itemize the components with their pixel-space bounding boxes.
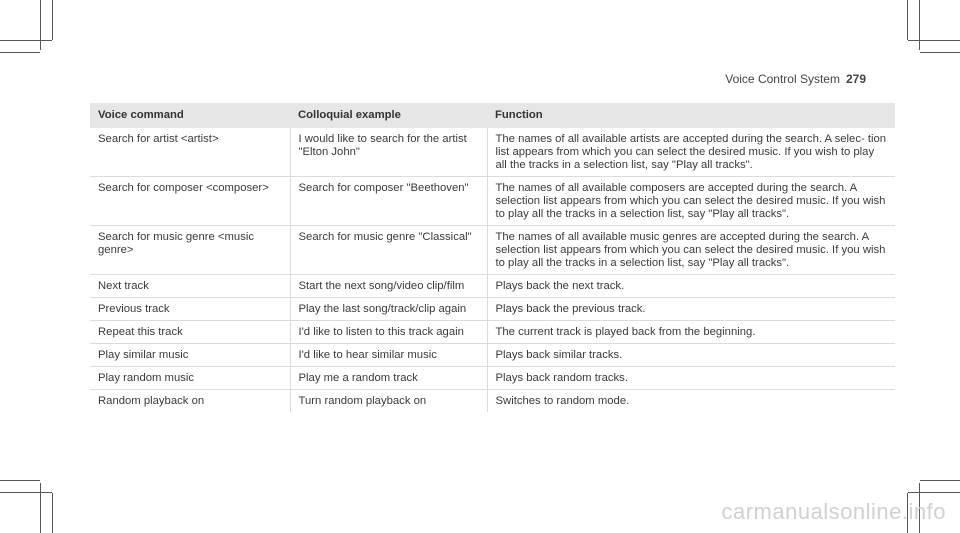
example-cell: Turn random playback on: [290, 390, 487, 413]
crop-mark: [908, 40, 960, 41]
header-voice-command: Voice command: [90, 103, 290, 128]
table-row: [90, 321, 895, 344]
crop-mark: [40, 483, 41, 533]
voice-command-table: [90, 103, 895, 412]
crop-mark: [52, 0, 53, 40]
function-cell: Plays back the previous track.: [487, 298, 895, 321]
crop-mark: [0, 480, 40, 481]
table-row: [90, 344, 895, 367]
table-row: [90, 390, 895, 413]
crop-mark: [40, 0, 41, 50]
crop-mark: [919, 0, 920, 50]
crop-mark: [920, 52, 960, 53]
voice-command-cell: Random playback on: [98, 395, 205, 407]
example-cell: Play the last song/track/clip again: [290, 298, 487, 321]
function-cell: The names of all available music genres are accepted during the search. A selection list appears from which you can select the desired music. If you wish to play all the tracks in a selection list, say "Play all tracks".: [487, 226, 895, 275]
example-cell: Play me a random track: [290, 367, 487, 390]
page-number: 279: [845, 72, 866, 86]
function-cell: The names of all available artists are accepted during the search. A selec- tion list appears from which you can select the desired music. If you wish to play all the tracks in a selection list, say "Play all tracks".: [487, 128, 895, 177]
table-row: [90, 298, 895, 321]
crop-mark: [0, 52, 40, 53]
voice-command-cell: Repeat this track: [90, 321, 290, 344]
voice-command-cell: Search for composer <composer>: [90, 177, 290, 226]
table-header-row: [90, 103, 895, 128]
table-row: [90, 275, 895, 298]
table-row: [90, 226, 895, 275]
running-head: [725, 72, 866, 86]
function-cell: The names of all available composers are accepted during the search. A selection list appears from which you can select the desired music. If you wish to play all the tracks in a selection list, say "Play all tracks".: [487, 177, 895, 226]
section-title: Voice Control System: [725, 72, 840, 86]
example-cell: I'd like to listen to this track again: [290, 321, 487, 344]
example-cell: Start the next song/video clip/film: [290, 275, 487, 298]
example-cell: Search for composer "Beethoven": [290, 177, 487, 226]
crop-mark: [907, 0, 908, 40]
voice-command-cell: Play random music: [90, 367, 290, 390]
table-row: [90, 128, 895, 177]
function-cell: Plays back random tracks.: [487, 367, 895, 390]
table-row: [90, 177, 895, 226]
crop-mark: [0, 492, 52, 493]
crop-mark: [908, 492, 960, 493]
crop-mark: [920, 480, 960, 481]
voice-command-cell: Next track: [90, 275, 290, 298]
voice-command-cell: Search for artist <artist>: [90, 128, 290, 177]
watermark: carmanualsonline.info: [721, 499, 946, 524]
example-cell: I'd like to hear similar music: [290, 344, 487, 367]
example-cell: Search for music genre "Classical": [290, 226, 487, 275]
voice-command-cell: Play similar music: [90, 344, 290, 367]
header-colloquial-example: Colloquial example: [290, 103, 487, 128]
crop-mark: [52, 493, 53, 533]
crop-mark: [0, 40, 52, 41]
function-cell: The current track is played back from the beginning.: [487, 321, 895, 344]
example-cell: I would like to search for the artist "Elton John": [290, 128, 487, 177]
function-cell: Switches to random mode.: [487, 390, 895, 413]
table-row: [90, 367, 895, 390]
function-cell: Plays back similar tracks.: [487, 344, 895, 367]
voice-command-cell: Search for music genre <music genre>: [90, 226, 290, 275]
header-function: Function: [487, 103, 895, 128]
voice-command-cell: Previous track: [90, 298, 290, 321]
function-cell: Plays back the next track.: [487, 275, 895, 298]
